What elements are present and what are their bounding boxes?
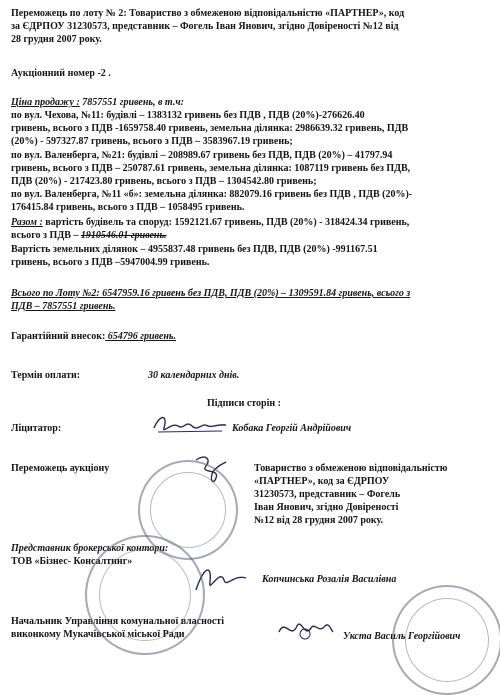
payment-term-value: 30 календарних днів. (148, 370, 240, 381)
company-stamp (85, 535, 205, 655)
signatures-heading: Підписи сторін : (207, 398, 281, 409)
broker-company: ТОВ «Бізнес- Консалтинг» (11, 556, 133, 567)
price-heading: Ціна продажу : 7857551 гривень, в т.ч: (11, 97, 184, 108)
price-chekhova-1: по вул. Чехова, №11: будівлі – 1383132 гривень без ПДВ , ПДВ (20%)-276626.40 (11, 110, 365, 121)
head-signature (275, 612, 335, 648)
price-total-buildings-1: Разом : вартість будівель та споруд: 1592121.67 гривень, ПДВ (20%) - 318424.34 гривень, (11, 217, 410, 228)
price-valenberga21-3: ПДВ (20%) - 217423.80 гривень, всього з ПДВ – 1304542.80 гривень; (11, 176, 317, 187)
broker-title: Представник брокерської контори: (11, 543, 169, 554)
winner-line-2: за ЄДРПОУ 31230573, представник – Фогель Іван Янович, згідно Довіреності №12 від (11, 21, 399, 32)
price-valenberga21-2: гривень, всього з ПДВ – 250787.61 гривень, земельна ділянка: 1087119 гривень без ПДВ, (11, 163, 411, 174)
price-total-land-1: Вартість земельних ділянок – 4955837.48 гривень без ПДВ, ПДВ (20%) -991167.51 (11, 244, 378, 255)
broker-name: Копчинська Розалія Василівна (262, 574, 397, 585)
winner-org-1: Товариство з обмеженою відповідальністю (254, 463, 448, 474)
bidder-signature (150, 410, 230, 440)
winner-org-2: «ПАРТНЕР», код за ЄДРПОУ (254, 476, 390, 487)
head-title-1: Начальник Управління комунальної власності (11, 616, 224, 627)
auction-number: Аукціонний номер -2 . (11, 68, 111, 79)
price-total-buildings-2: всього з ПДВ – 1910546.01 гривень. (11, 230, 167, 241)
winner-org-3: 31230573, представник – Фогель (254, 489, 401, 500)
lot-total-1: Всього по Лоту №2: 6547959.16 гривень без ПДВ, ПДВ (20%) – 1309591.84 гривень, всього з (11, 288, 411, 299)
bidder-name: Кобака Георгій Андрійович (232, 423, 352, 434)
winner-line-1: Переможець по лоту № 2: Товариство з обмеженою відповідальністю «ПАРТНЕР», код (11, 8, 405, 19)
price-valenberga11-1: по вул. Валенберга, №11 «б»: земельна ділянка: 882079.16 гривень без ПДВ , ПДВ (20%)- (11, 189, 413, 200)
guarantee-line: Гарантійний внесок: 654796 гривень. (11, 331, 176, 342)
bidder-label: Ліцитатор: (11, 423, 62, 434)
price-chekhova-2: гривень, всього з ПДВ -1659758.40 гривень, земельна ділянка: 2986639.32 гривень, ПДВ (11, 123, 409, 134)
price-chekhova-3: (20%) - 597327.87 гривень, всього з ПДВ – 3583967.19 гривень; (11, 136, 293, 147)
lot-total-2: ПДВ – 7857551 гривень. (11, 301, 116, 312)
head-title-2: виконкому Мукачівської міської Ради (11, 629, 185, 640)
winner-label: Переможець аукціону (11, 463, 110, 474)
price-valenberga21-1: по вул. Валенберга, №21: будівлі – 208989.67 гривень без ПДВ, ПДВ (20%) – 41797.94 (11, 150, 393, 161)
winner-org-5: №12 від 28 грудня 2007 року. (254, 515, 384, 526)
price-valenberga11-2: 176415.84 гривень, всього з ПДВ – 1058495 гривень. (11, 202, 245, 213)
municipal-stamp (392, 585, 500, 695)
winner-org-4: Іван Янович, згідно Довіреності (254, 502, 399, 513)
winner-line-3: 28 грудня 2007 року. (11, 34, 102, 45)
price-total-land-2: гривень, всього з ПДВ –5947004.99 гривень. (11, 257, 210, 268)
payment-term-label: Термін оплати: (11, 370, 81, 381)
head-name: Укста Василь Георгійович (343, 631, 461, 642)
